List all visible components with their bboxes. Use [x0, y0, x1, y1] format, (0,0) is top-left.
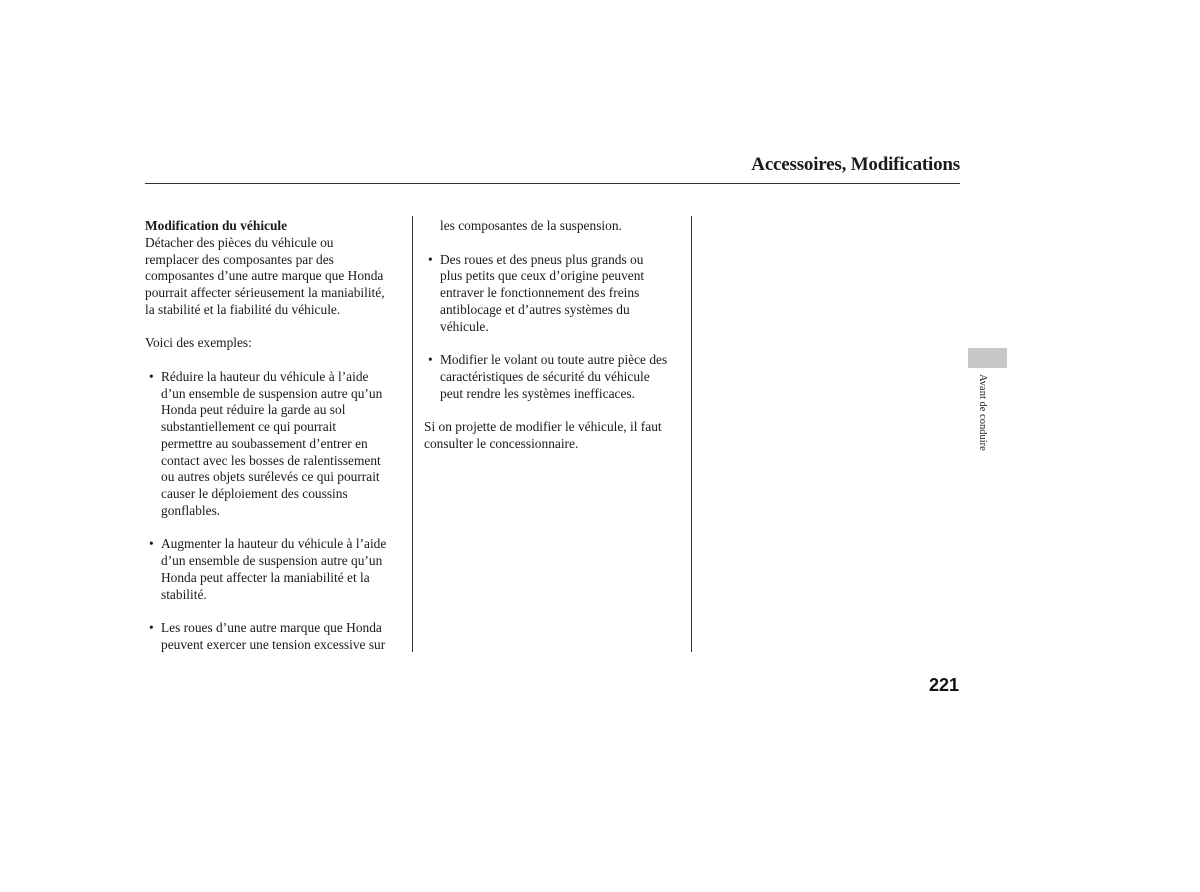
text-line: ou autres objets surélevés ce qui pourrait — [161, 469, 380, 485]
text-line: composantes d’une autre marque que Honda — [145, 268, 384, 284]
text-line: Les roues d’une autre marque que Honda — [161, 620, 382, 635]
text-line: Augmenter la hauteur du véhicule à l’aide — [161, 536, 387, 552]
text-line: Honda peut réduire la garde au sol — [161, 402, 346, 418]
text-line: antiblocage et d’autres systèmes du — [440, 301, 630, 317]
text-line: d’un ensemble de suspension autre qu’un — [161, 385, 383, 401]
intro-paragraph — [145, 235, 407, 319]
page-title: Accessoires, Modifications — [751, 154, 960, 175]
bullet-item — [145, 536, 407, 603]
header-rule — [145, 183, 960, 184]
column-divider — [691, 216, 692, 652]
closing-paragraph — [424, 419, 686, 453]
text-line: remplacer des composantes par des — [145, 251, 334, 267]
bullet-icon: • — [428, 352, 433, 367]
text-line: pourrait affecter sérieusement la maniabilité, — [145, 285, 385, 300]
section-tab-label: Avant de conduire — [977, 374, 988, 451]
text-line: consulter le concessionnaire. — [424, 435, 579, 451]
text-line: gonflables. — [161, 502, 221, 518]
section-heading: Modification du véhicule — [145, 218, 288, 233]
text-line: substantiellement ce qui pourrait — [161, 419, 337, 434]
continuation-text: les composantes de la suspension. — [440, 218, 622, 233]
text-line: caractéristiques de sécurité du véhicule — [440, 368, 650, 384]
bullet-icon: • — [428, 251, 433, 267]
column-divider — [412, 216, 413, 652]
left-column — [145, 218, 407, 654]
text-line: Détacher des pièces du véhicule ou — [145, 234, 334, 250]
text-line: Des roues et des pneus plus grands ou — [440, 251, 644, 267]
text-line: peut rendre les systèmes inefficaces. — [440, 385, 635, 401]
text-line: entraver le fonctionnement des freins — [440, 285, 640, 300]
text-line: peuvent exercer une tension excessive sur — [161, 636, 386, 652]
bullet-icon: • — [149, 620, 154, 635]
text-line: d’un ensemble de suspension autre qu’un — [161, 553, 383, 568]
middle-column — [424, 218, 686, 453]
text-line: véhicule. — [440, 318, 489, 334]
bullet-item — [424, 252, 686, 336]
bullet-icon: • — [149, 536, 154, 552]
text-line: stabilité. — [161, 586, 207, 602]
bullet-item — [145, 369, 407, 520]
text-line: permettre au soubassement d’entrer en — [161, 435, 368, 451]
text-line: Réduire la hauteur du véhicule à l’aide — [161, 368, 369, 384]
text-line: causer le déploiement des coussins — [161, 486, 348, 501]
page-number: 221 — [928, 675, 959, 695]
bullet-item — [145, 620, 407, 654]
section-tab — [968, 348, 1007, 368]
bullet-item — [424, 352, 686, 402]
text-line: Honda peut affecter la maniabilité et la — [161, 569, 370, 585]
text-line: Si on projette de modifier le véhicule, il faut — [424, 419, 662, 434]
text-line: Modifier le volant ou toute autre pièce des — [440, 352, 668, 367]
text-line: contact avec les bosses de ralentissement — [161, 452, 381, 468]
examples-label: Voici des exemples: — [145, 335, 252, 351]
text-line: la stabilité et la fiabilité du véhicule. — [145, 301, 341, 317]
text-line: plus petits que ceux d’origine peuvent — [440, 268, 645, 284]
bullet-icon: • — [149, 368, 154, 384]
